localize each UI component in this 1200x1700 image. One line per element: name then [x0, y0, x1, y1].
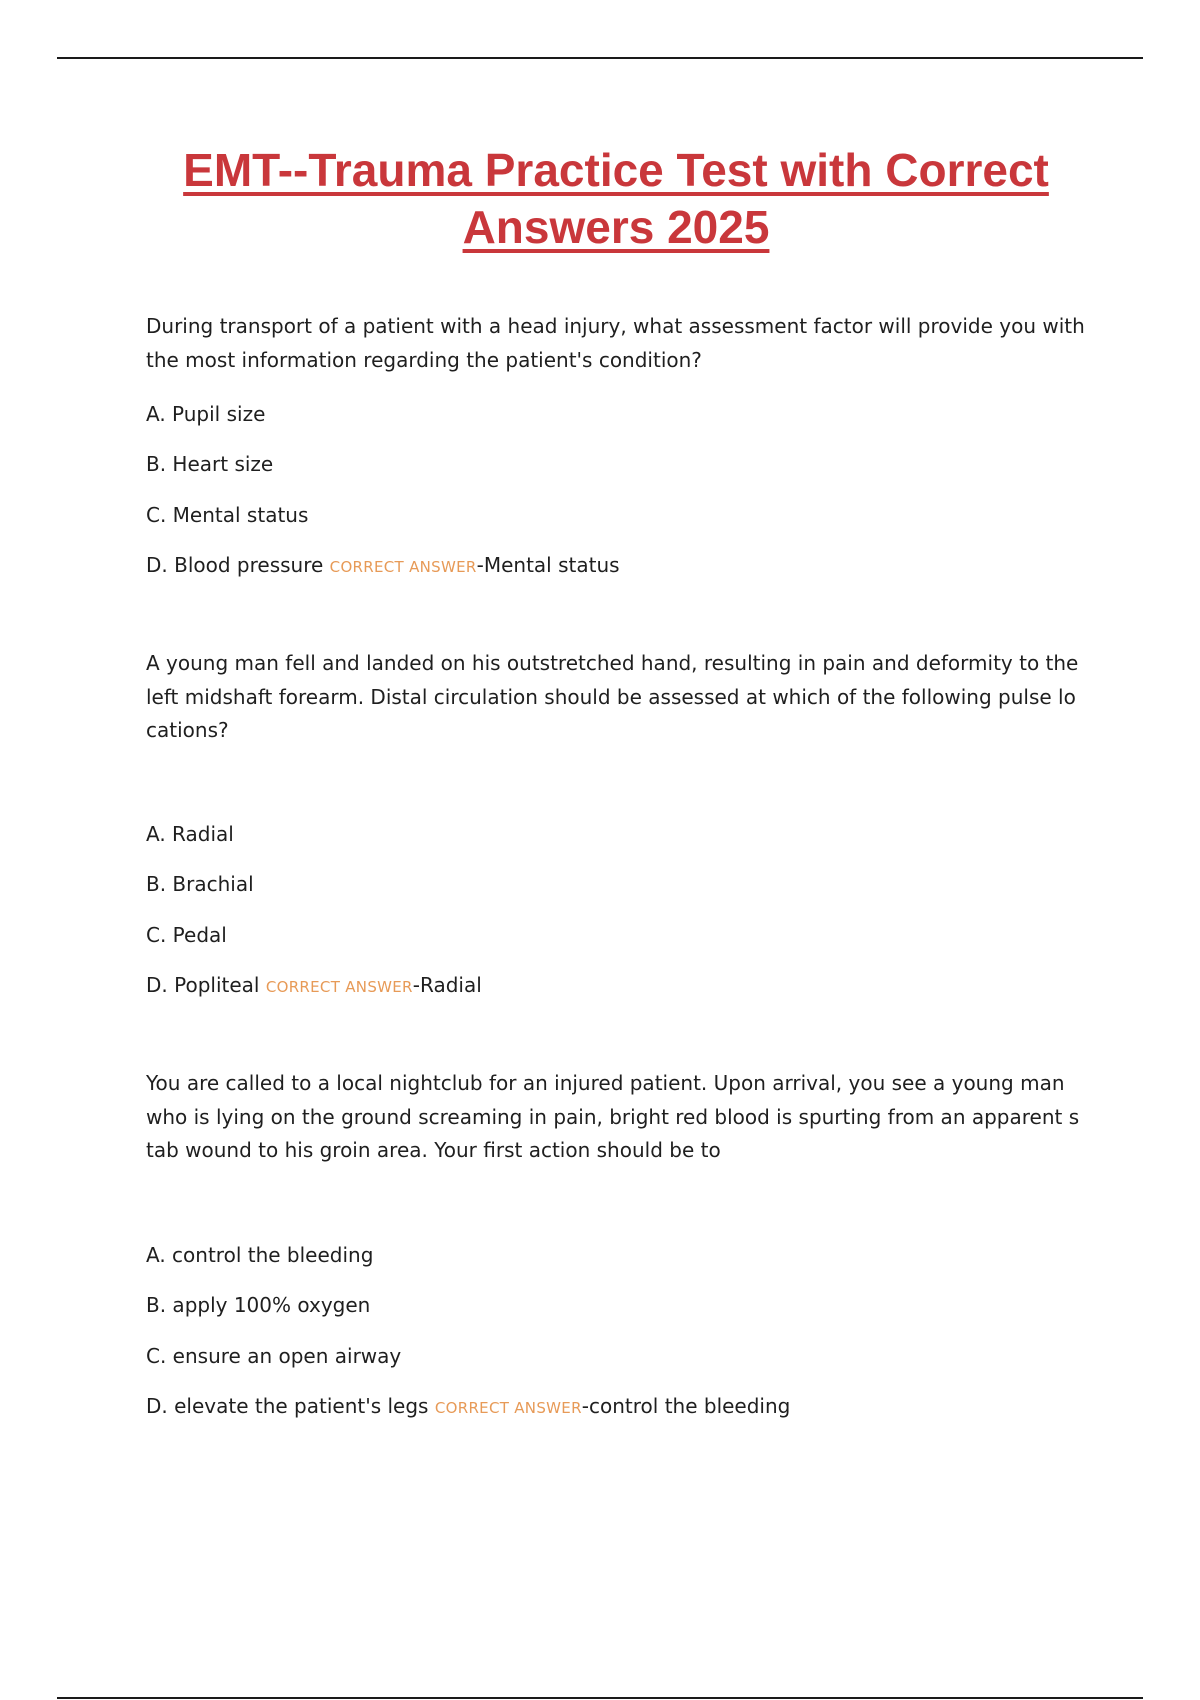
question-2-option-b: B. Brachial	[146, 872, 254, 896]
question-3-text: You are called to a local nightclub for an injured patient. Upon arrival, you see a young man who is lying on the ground screaming in pain, bright red blood is spurting from an apparent stab wound to his groin area. Your first action should be to	[146, 1071, 1080, 1162]
bottom-rule	[57, 1697, 1143, 1699]
question-3-option-c: C. ensure an open airway	[146, 1344, 402, 1368]
question-2-option-d-row	[146, 972, 1086, 1000]
page-title	[100, 142, 1132, 256]
question-3-option-d: D. elevate the patient's legs	[146, 1394, 429, 1418]
question-1-option-d-row	[146, 552, 1086, 580]
question-2-option-c: C. Pedal	[146, 923, 227, 947]
question-3-answer-label: CORRECT ANSWER	[434, 1399, 582, 1417]
question-1-text: During transport of a patient with a head injury, what assessment factor will provide you with the most information regarding the patient's condition?	[146, 314, 1085, 372]
question-3-option-b: B. apply 100% oxygen	[146, 1293, 371, 1317]
page-title-text: EMT--Trauma Practice Test with Correct Answers 2025	[183, 144, 1049, 253]
question-2-answer-label: CORRECT ANSWER	[265, 978, 413, 996]
question-1-answer-label: CORRECT ANSWER	[329, 558, 477, 576]
question-1-option-a: A. Pupil size	[146, 402, 266, 426]
question-1-option-b: B. Heart size	[146, 452, 274, 476]
question-1-option-c: C. Mental status	[146, 503, 309, 527]
question-2-option-d: D. Popliteal	[146, 973, 260, 997]
question-1-answer: -Mental status	[476, 553, 620, 577]
question-1-option-d: D. Blood pressure	[146, 553, 324, 577]
top-rule	[57, 57, 1143, 59]
question-2-option-a: A. Radial	[146, 822, 234, 846]
question-2-text: A young man fell and landed on his outstretched hand, resulting in pain and deformity to the left midshaft forearm. Distal circulation should be assessed at which of the following pulse locations?	[146, 651, 1079, 742]
question-3-option-d-row	[146, 1393, 1086, 1421]
question-2-answer: -Radial	[412, 973, 482, 997]
question-3-option-a: A. control the bleeding	[146, 1243, 374, 1267]
question-3-answer: -control the bleeding	[581, 1394, 791, 1418]
